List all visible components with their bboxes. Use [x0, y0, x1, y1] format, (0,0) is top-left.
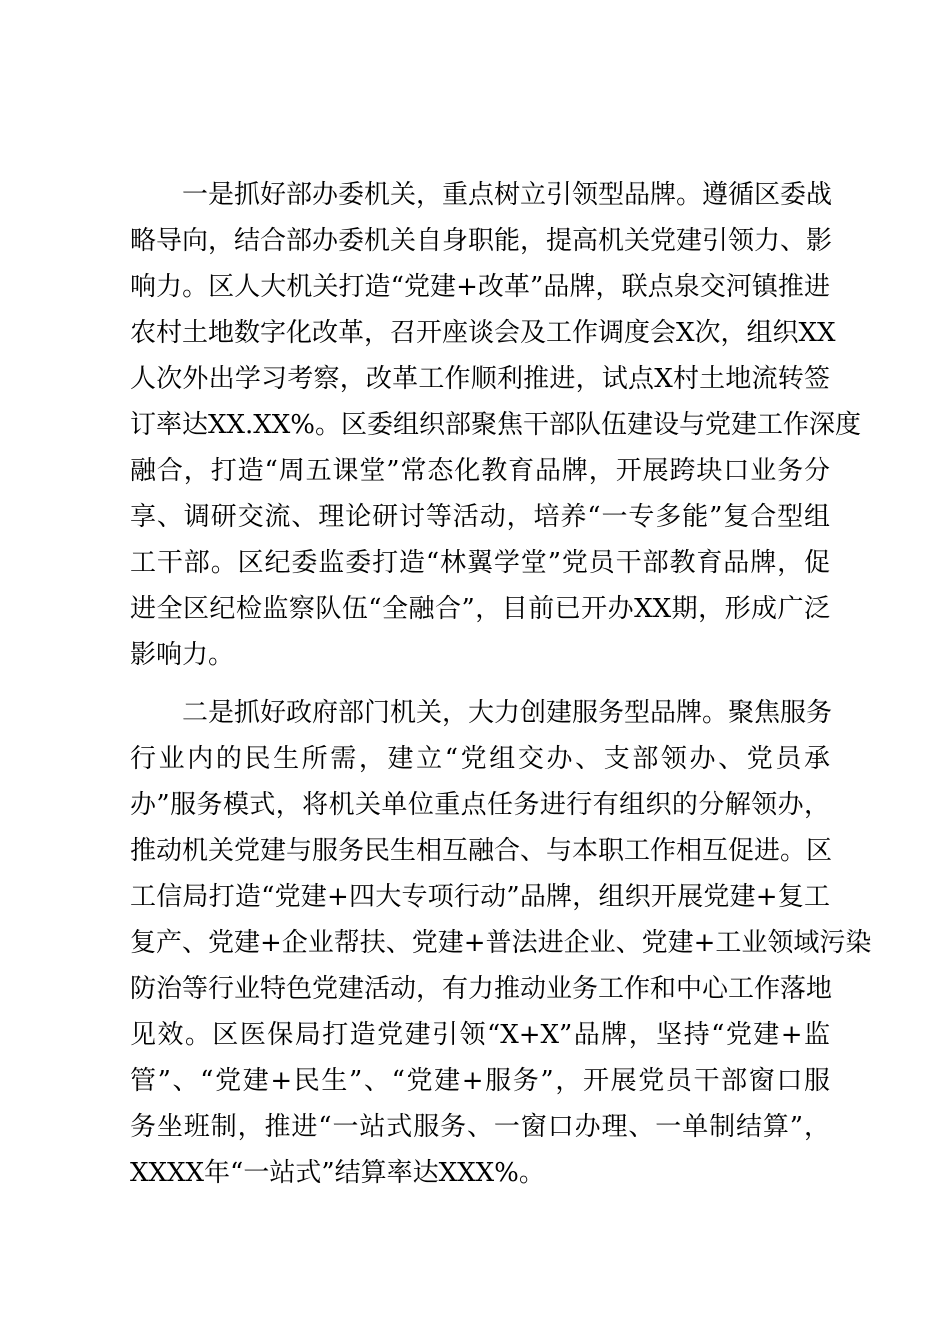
- paragraph-line: 见效。区医保局打造党建引领“X+X”品牌，坚持“党建+监: [130, 1020, 830, 1050]
- paragraph-line: 农村土地数字化改革，召开座谈会及工作调度会X次，组织XX: [130, 318, 836, 348]
- paragraph-line: 复产、党建+企业帮扶、党建+普法进企业、党建+工业领域污染: [130, 928, 872, 958]
- paragraph-line: 响力。区人大机关打造“党建+改革”品牌，联点泉交河镇推进: [130, 272, 830, 302]
- paragraph-line: 融合，打造“周五课堂”常态化教育品牌，开展跨块口业务分: [130, 456, 830, 486]
- paragraph-line: 办”服务模式，将机关单位重点任务进行有组织的分解领办，: [130, 790, 830, 820]
- paragraph-line: 管”、“党建+民生”、“党建+服务”，开展党员干部窗口服: [130, 1066, 830, 1096]
- paragraph-line: 工信局打造“党建+四大专项行动”品牌，组织开展党建+复工: [130, 882, 830, 912]
- paragraph-line: 行业内的民生所需，建立“党组交办、支部领办、党员承: [130, 744, 830, 774]
- paragraph-line: 务坐班制，推进“一站式服务、一窗口办理、一单制结算”，: [130, 1112, 830, 1142]
- paragraph-line: 影响力。: [130, 640, 235, 670]
- paragraph-line: 二是抓好政府部门机关，大力创建服务型品牌。聚焦服务: [182, 698, 833, 728]
- paragraph-line: 略导向，结合部办委机关自身职能，提高机关党建引领力、影: [130, 226, 833, 256]
- paragraph-line: 防治等行业特色党建活动，有力推动业务工作和中心工作落地: [130, 974, 833, 1004]
- paragraph-line: 一是抓好部办委机关，重点树立引领型品牌。遵循区委战: [182, 180, 833, 210]
- paragraph-line: 进全区纪检监察队伍“全融合”，目前已开办XX期，形成广泛: [130, 594, 830, 624]
- paragraph-line: 推动机关党建与服务民生相互融合、与本职工作相互促进。区: [130, 836, 833, 866]
- paragraph-line: 享、调研交流、理论研讨等活动，培养“一专多能”复合型组: [130, 502, 830, 532]
- paragraph-line: 人次外出学习考察，改革工作顺利推进，试点X村土地流转签: [130, 364, 830, 394]
- paragraph-line: 订率达XX.XX%。区委组织部聚焦干部队伍建设与党建工作深度: [130, 410, 862, 440]
- paragraph-line: 工干部。区纪委监委打造“林翼学堂”党员干部教育品牌，促: [130, 548, 830, 578]
- paragraph-line: XXXX年“一站式”结算率达XXX%。: [130, 1158, 545, 1188]
